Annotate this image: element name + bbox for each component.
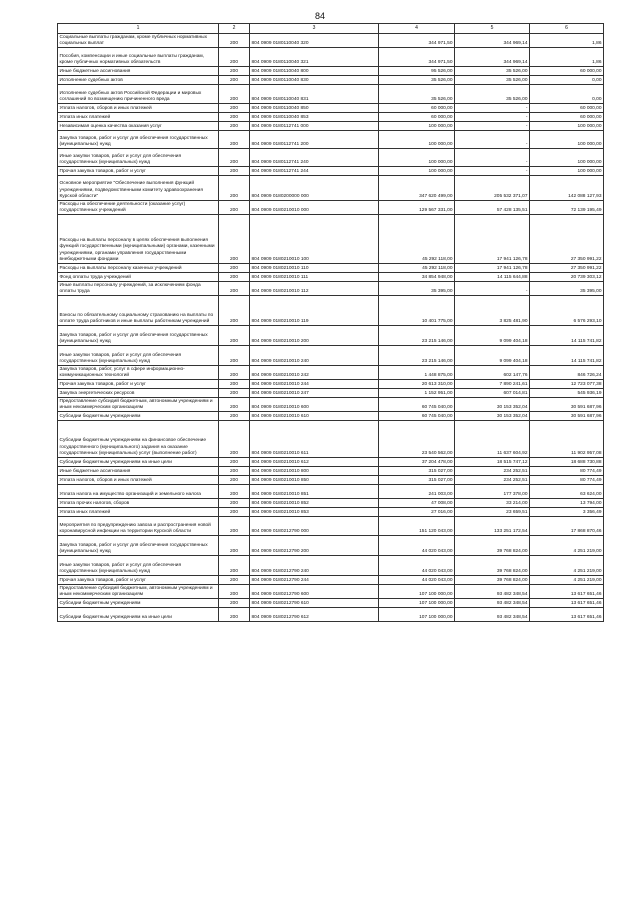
row-approved-amount: 344 971,50 [379,48,455,67]
row-budget-code: 804 0909 0180210010 112 [250,282,379,296]
row-line-code: 200 [219,508,250,517]
table-row [58,264,604,273]
table-row [58,485,604,499]
row-budget-code: 804 0909 0180212790 244 [250,576,379,585]
row-unexecuted-amount: 14 115 741,82 [530,346,604,366]
row-executed-amount: 23 659,51 [455,508,530,517]
table-row [58,104,604,113]
row-executed-amount: 7 890 241,61 [455,380,530,389]
row-budget-code: 804 0909 0180212790 240 [250,556,379,576]
row-unexecuted-amount: 0,00 [530,76,604,85]
row-executed-amount: 344 969,14 [455,48,530,67]
row-unexecuted-amount: 0,00 [530,85,604,104]
row-approved-amount: 60 000,00 [379,113,455,122]
row-executed-amount: 11 637 604,92 [455,421,530,458]
row-approved-amount: 1 448 875,00 [379,366,455,380]
table-row [58,556,604,576]
row-approved-amount: 34 854 948,00 [379,273,455,282]
row-budget-code: 804 0909 0180210010 242 [250,366,379,380]
table-row [58,131,604,149]
row-name: Иные закупки товаров, работ и услуг для обеспечения государственных (муниципальных) нужд [58,556,219,576]
row-line-code: 200 [219,67,250,76]
table-row [58,476,604,485]
row-approved-amount: 315 027,00 [379,476,455,485]
table-row [58,366,604,380]
row-budget-code: 804 0909 0180210010 612 [250,458,379,467]
row-approved-amount: 37 204 478,00 [379,458,455,467]
row-line-code: 200 [219,296,250,326]
row-name: Пособия, компенсации и иные социальные выплаты гражданам, кроме публичных нормативных обязательств [58,48,219,67]
row-line-code: 200 [219,389,250,398]
table-row [58,458,604,467]
row-approved-amount: 35 526,00 [379,85,455,104]
table-row [58,499,604,508]
table-row [58,215,604,264]
row-name: Исполнение судебных актов Российской Федерации и мировых соглашений по возмещению причиненного вреда [58,85,219,104]
row-executed-amount: 57 428 135,51 [455,201,530,215]
row-approved-amount: 35 526,00 [379,76,455,85]
row-budget-code: 804 0909 0180112741 240 [250,149,379,167]
row-executed-amount: 35 526,00 [455,76,530,85]
row-approved-amount: 241 003,00 [379,485,455,499]
row-unexecuted-amount: 27 350 991,22 [530,215,604,264]
row-line-code: 200 [219,273,250,282]
row-approved-amount: 95 526,00 [379,67,455,76]
table-row [58,201,604,215]
row-approved-amount: 60 745 040,00 [379,398,455,412]
row-executed-amount: 33 214,00 [455,499,530,508]
row-executed-amount: 18 515 747,12 [455,458,530,467]
row-name: Социальные выплаты гражданам, кроме публичных нормативных социальных выплат [58,34,219,48]
row-line-code: 200 [219,76,250,85]
row-line-code: 200 [219,215,250,264]
row-budget-code: 804 0909 0180210010 600 [250,398,379,412]
row-name: Уплата налога на имущество организаций и земельного налога [58,485,219,499]
row-executed-amount: 35 526,00 [455,67,530,76]
row-name: Закупка товаров, работ и услуг для обеспечения государственных (муниципальных) нужд [58,131,219,149]
row-line-code: 200 [219,421,250,458]
row-unexecuted-amount: 4 251 219,00 [530,556,604,576]
row-approved-amount: 151 120 043,00 [379,517,455,536]
row-name: Предоставление субсидий бюджетным, автономным учреждениям и иным некоммерческим организациям [58,585,219,599]
row-approved-amount: 315 027,00 [379,467,455,476]
column-number: 5 [455,24,530,34]
column-number: 6 [530,24,604,34]
row-budget-code: 804 0909 0180210010 200 [250,326,379,346]
row-unexecuted-amount: 11 902 957,08 [530,421,604,458]
row-unexecuted-amount: 30 591 687,96 [530,412,604,421]
row-budget-code: 804 0909 0180210010 852 [250,499,379,508]
row-budget-code: 804 0909 0180112741 200 [250,131,379,149]
row-line-code: 200 [219,499,250,508]
row-line-code: 200 [219,264,250,273]
row-unexecuted-amount: 18 688 730,88 [530,458,604,467]
row-name: Иные закупки товаров, работ и услуг для обеспечения государственных (муниципальных) нужд [58,149,219,167]
row-approved-amount: 344 971,50 [379,34,455,48]
row-approved-amount: 60 745 040,00 [379,412,455,421]
table-row [58,608,604,622]
row-executed-amount: - [455,131,530,149]
row-executed-amount: 30 153 352,04 [455,412,530,421]
row-budget-code: 804 0909 0180110040 831 [250,85,379,104]
table-row [58,149,604,167]
row-line-code: 200 [219,282,250,296]
row-unexecuted-amount: 100 000,00 [530,149,604,167]
row-line-code: 200 [219,380,250,389]
row-name: Закупка товаров, работ и услуг для обеспечения государственных (муниципальных) нужд [58,326,219,346]
row-budget-code: 804 0909 0180210010 100 [250,215,379,264]
row-unexecuted-amount: 60 000,00 [530,104,604,113]
row-unexecuted-amount: 100 000,00 [530,167,604,176]
table-row [58,273,604,282]
table-row [58,576,604,585]
row-name: Закупка товаров, работ и услуг для обеспечения государственных (муниципальных) нужд [58,536,219,556]
row-budget-code: 804 0909 0180210010 000 [250,201,379,215]
row-name: Фонд оплаты труда учреждений [58,273,219,282]
row-budget-code: 804 0909 0180212790 610 [250,599,379,608]
column-number-row [58,24,604,34]
table-row [58,122,604,131]
row-name: Субсидии бюджетным учреждениям [58,599,219,608]
budget-execution-table [57,23,604,622]
row-approved-amount: 35 395,00 [379,282,455,296]
table-row [58,599,604,608]
row-line-code: 200 [219,48,250,67]
row-executed-amount: - [455,104,530,113]
row-name: Прочая закупка товаров, работ и услуг [58,380,219,389]
row-name: Основное мероприятие "Обеспечение выполнения функций учреждениями, подведомственными комитету здравоохранения Курской области" [58,176,219,201]
row-approved-amount: 23 540 562,00 [379,421,455,458]
row-budget-code: 804 0909 0180212790 600 [250,585,379,599]
row-name: Уплата иных платежей [58,508,219,517]
row-approved-amount: 60 000,00 [379,104,455,113]
row-line-code: 200 [219,326,250,346]
table-row [58,67,604,76]
row-line-code: 200 [219,149,250,167]
table-row [58,380,604,389]
row-name: Расходы на выплаты персоналу в целях обеспечения выполнения функций государственными (муниципальными) органами, казенными учреждениями, органами управления государственными внебюджетными фондами [58,215,219,264]
row-line-code: 200 [219,85,250,104]
row-executed-amount: 93 482 348,54 [455,585,530,599]
row-line-code: 200 [219,458,250,467]
row-line-code: 200 [219,366,250,380]
column-number: 2 [219,24,250,34]
row-unexecuted-amount: 4 251 219,00 [530,536,604,556]
row-unexecuted-amount: 846 726,24 [530,366,604,380]
row-budget-code: 804 0909 0180112741 000 [250,122,379,131]
row-budget-code: 804 0909 0180210010 800 [250,467,379,476]
row-approved-amount: 27 016,00 [379,508,455,517]
row-unexecuted-amount: 30 591 687,96 [530,398,604,412]
row-line-code: 200 [219,517,250,536]
row-budget-code: 804 0909 0180210010 853 [250,508,379,517]
table-row [58,412,604,421]
table-row [58,85,604,104]
row-line-code: 200 [219,346,250,366]
row-name: Прочая закупка товаров, работ и услуг [58,167,219,176]
row-unexecuted-amount: 20 739 303,12 [530,273,604,282]
row-budget-code: 804 0909 0180210010 110 [250,264,379,273]
row-executed-amount: - [455,113,530,122]
table-row [58,398,604,412]
row-unexecuted-amount: 12 723 077,38 [530,380,604,389]
row-budget-code: 804 0909 0180210010 610 [250,412,379,421]
row-executed-amount: 39 768 824,00 [455,556,530,576]
row-approved-amount: 100 000,00 [379,149,455,167]
row-name: Иные бюджетные ассигнования [58,467,219,476]
row-line-code: 200 [219,122,250,131]
row-budget-code: 804 0909 0180210010 244 [250,380,379,389]
row-name: Субсидии бюджетным учреждениям на финансовое обеспечение государственного (муниципального) задания на оказание государственных (муниципальных) услуг (выполнение работ) [58,421,219,458]
row-unexecuted-amount: 80 774,49 [530,476,604,485]
table-body [58,34,604,622]
row-name: Расходы на выплаты персоналу казенных учреждений [58,264,219,273]
row-executed-amount: 607 014,81 [455,389,530,398]
row-line-code: 200 [219,131,250,149]
row-approved-amount: 107 100 000,00 [379,608,455,622]
row-unexecuted-amount: 100 000,00 [530,122,604,131]
row-executed-amount: 17 941 126,78 [455,215,530,264]
row-budget-code: 804 0909 0180112741 244 [250,167,379,176]
row-name: Расходы на обеспечение деятельности (оказание услуг) государственных учреждений [58,201,219,215]
row-unexecuted-amount: 545 936,19 [530,389,604,398]
row-budget-code: 804 0909 0180210010 851 [250,485,379,499]
table-row [58,167,604,176]
row-approved-amount: 107 100 000,00 [379,585,455,599]
row-executed-amount: 3 825 481,90 [455,296,530,326]
row-line-code: 200 [219,476,250,485]
row-executed-amount: 177 378,00 [455,485,530,499]
row-unexecuted-amount: 80 774,49 [530,467,604,476]
row-name: Закупка товаров, работ, услуг в сфере информационно-коммуникационных технологий [58,366,219,380]
table-row [58,113,604,122]
row-executed-amount: 93 482 348,54 [455,599,530,608]
row-unexecuted-amount: 72 139 195,49 [530,201,604,215]
row-unexecuted-amount: 14 115 741,82 [530,326,604,346]
row-line-code: 200 [219,467,250,476]
row-unexecuted-amount: 27 350 991,22 [530,264,604,273]
row-line-code: 200 [219,485,250,499]
row-budget-code: 804 0909 0180110040 800 [250,67,379,76]
row-name: Субсидии бюджетным учреждениям на иные цели [58,608,219,622]
row-approved-amount: 100 000,00 [379,131,455,149]
row-budget-code: 804 0909 0180210010 850 [250,476,379,485]
row-name: Уплата налогов, сборов и иных платежей [58,476,219,485]
row-line-code: 200 [219,201,250,215]
row-executed-amount: 30 153 352,04 [455,398,530,412]
row-budget-code: 804 0909 0180110040 850 [250,104,379,113]
row-budget-code: 804 0909 0180110040 321 [250,48,379,67]
row-approved-amount: 347 620 499,00 [379,176,455,201]
row-executed-amount: - [455,122,530,131]
table-row [58,326,604,346]
row-executed-amount: 133 251 172,54 [455,517,530,536]
row-line-code: 200 [219,104,250,113]
page-number: 84 [314,11,325,21]
row-budget-code: 804 0909 0180110040 320 [250,34,379,48]
row-approved-amount: 10 401 775,00 [379,296,455,326]
row-name: Предоставление субсидий бюджетным, автономным учреждениям и иным некоммерческим организациям [58,398,219,412]
row-name: Взносы по обязательному социальному страхованию на выплаты по оплате труда работников и иные выплаты работникам учреждений [58,296,219,326]
row-line-code: 200 [219,576,250,585]
table-row [58,467,604,476]
row-name: Исполнение судебных актов [58,76,219,85]
row-approved-amount: 45 292 118,00 [379,215,455,264]
table-row [58,48,604,67]
row-executed-amount: 602 147,76 [455,366,530,380]
table-row [58,585,604,599]
table-row [58,508,604,517]
row-executed-amount: 234 252,51 [455,476,530,485]
table-row [58,346,604,366]
row-executed-amount: - [455,149,530,167]
row-line-code: 200 [219,176,250,201]
row-executed-amount: 344 969,14 [455,34,530,48]
row-unexecuted-amount: 1,86 [530,48,604,67]
row-unexecuted-amount: 100 000,00 [530,131,604,149]
row-approved-amount: 129 567 331,00 [379,201,455,215]
row-executed-amount: 205 532 371,07 [455,176,530,201]
row-approved-amount: 107 100 000,00 [379,599,455,608]
row-line-code: 200 [219,167,250,176]
table-row [58,34,604,48]
row-unexecuted-amount: 60 000,00 [530,113,604,122]
row-approved-amount: 44 020 043,00 [379,576,455,585]
row-executed-amount: - [455,282,530,296]
row-line-code: 200 [219,608,250,622]
row-name: Независимая оценка качества оказания услуг [58,122,219,131]
row-executed-amount: 39 768 824,00 [455,576,530,585]
row-budget-code: 804 0909 0180210010 240 [250,346,379,366]
row-line-code: 200 [219,398,250,412]
row-line-code: 200 [219,599,250,608]
row-budget-code: 804 0909 0180210010 611 [250,421,379,458]
row-line-code: 200 [219,34,250,48]
table-row [58,421,604,458]
row-budget-code: 804 0909 0180200000 000 [250,176,379,201]
row-name: Уплата налогов, сборов и иных платежей [58,104,219,113]
row-name: Субсидии бюджетным учреждениям [58,412,219,421]
table-row [58,389,604,398]
row-unexecuted-amount: 13 617 651,46 [530,599,604,608]
row-executed-amount: 14 115 644,88 [455,273,530,282]
row-name: Иные закупки товаров, работ и услуг для обеспечения государственных (муниципальных) нужд [58,346,219,366]
row-name: Закупка энергетических ресурсов [58,389,219,398]
row-name: Прочая закупка товаров, работ и услуг [58,576,219,585]
row-budget-code: 804 0909 0180210010 119 [250,296,379,326]
row-budget-code: 804 0909 0180212790 200 [250,536,379,556]
row-name: Уплата иных платежей [58,113,219,122]
row-unexecuted-amount: 13 794,00 [530,499,604,508]
row-approved-amount: 23 215 146,00 [379,326,455,346]
row-executed-amount: 234 252,51 [455,467,530,476]
row-name: Мероприятия по предупреждению завоза и распространения новой коронавирусной инфекции на территории Курской области [58,517,219,536]
row-executed-amount: 17 941 126,78 [455,264,530,273]
row-approved-amount: 20 613 310,00 [379,380,455,389]
row-unexecuted-amount: 3 356,49 [530,508,604,517]
row-budget-code: 804 0909 0180110040 830 [250,76,379,85]
row-unexecuted-amount: 13 617 651,46 [530,585,604,599]
row-approved-amount: 47 008,00 [379,499,455,508]
row-unexecuted-amount: 60 000,00 [530,67,604,76]
row-unexecuted-amount: 6 576 293,10 [530,296,604,326]
row-budget-code: 804 0909 0180212790 000 [250,517,379,536]
row-approved-amount: 44 020 043,00 [379,556,455,576]
row-line-code: 200 [219,585,250,599]
row-executed-amount: 9 099 404,18 [455,346,530,366]
row-executed-amount: 35 526,00 [455,85,530,104]
row-budget-code: 804 0909 0180210010 247 [250,389,379,398]
table-row [58,296,604,326]
row-approved-amount: 45 292 118,00 [379,264,455,273]
row-unexecuted-amount: 17 868 870,46 [530,517,604,536]
row-executed-amount: 39 768 824,00 [455,536,530,556]
column-number: 4 [379,24,455,34]
row-unexecuted-amount: 35 395,00 [530,282,604,296]
row-approved-amount: 23 215 146,00 [379,346,455,366]
row-name: Уплата прочих налогов, сборов [58,499,219,508]
row-unexecuted-amount: 1,86 [530,34,604,48]
row-unexecuted-amount: 63 624,00 [530,485,604,499]
row-line-code: 200 [219,113,250,122]
column-number: 1 [58,24,219,34]
row-unexecuted-amount: 142 088 127,93 [530,176,604,201]
row-line-code: 200 [219,556,250,576]
row-name: Субсидии бюджетным учреждениям на иные цели [58,458,219,467]
row-approved-amount: 100 000,00 [379,122,455,131]
row-executed-amount: 9 099 404,18 [455,326,530,346]
table-row [58,536,604,556]
row-name: Иные бюджетные ассигнования [58,67,219,76]
row-name: Иные выплаты персоналу учреждений, за исключением фонда оплаты труда [58,282,219,296]
row-line-code: 200 [219,412,250,421]
row-line-code: 200 [219,536,250,556]
row-unexecuted-amount: 13 617 651,46 [530,608,604,622]
table-row [58,76,604,85]
row-unexecuted-amount: 4 251 219,00 [530,576,604,585]
table-row [58,517,604,536]
row-budget-code: 804 0909 0180210010 111 [250,273,379,282]
row-budget-code: 804 0909 0180212790 612 [250,608,379,622]
column-number: 3 [250,24,379,34]
row-executed-amount: 93 482 348,54 [455,608,530,622]
row-budget-code: 804 0909 0180110040 853 [250,113,379,122]
row-approved-amount: 100 000,00 [379,167,455,176]
row-approved-amount: 44 020 043,00 [379,536,455,556]
row-approved-amount: 1 152 951,00 [379,389,455,398]
table-row [58,176,604,201]
row-executed-amount: - [455,167,530,176]
table-row [58,282,604,296]
